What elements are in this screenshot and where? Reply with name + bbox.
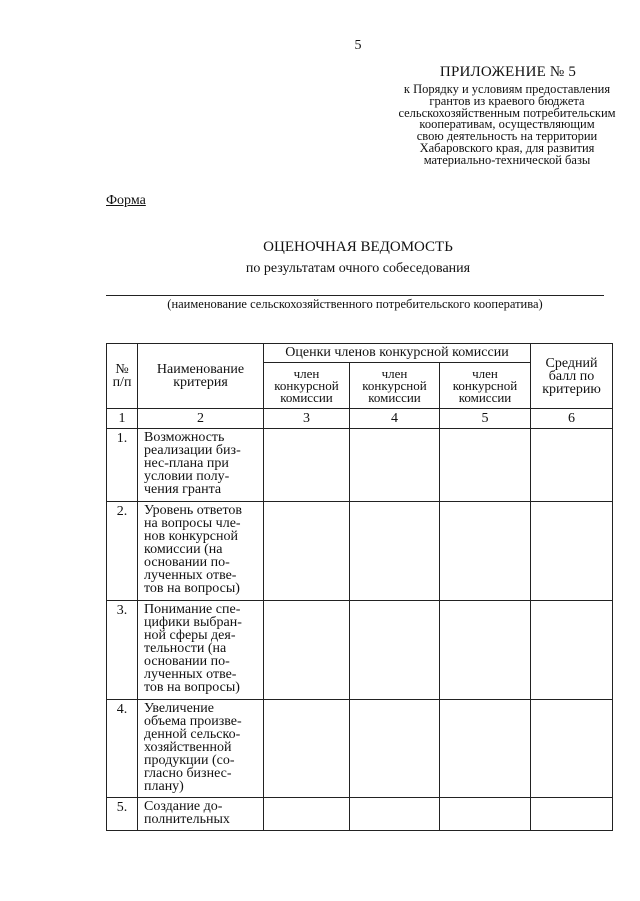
column-number: 2 <box>138 409 264 429</box>
score-cell-member-1[interactable] <box>264 798 350 831</box>
average-score-cell[interactable] <box>531 429 613 502</box>
header-criterion: Наименование критерия <box>138 344 264 409</box>
page-number: 5 <box>354 38 362 53</box>
criterion-cell: Уровень ответов на вопросы чле- нов конкурсной комиссии (на основании по- лученных отве- тов на вопросы) <box>138 502 264 601</box>
score-cell-member-3[interactable] <box>440 798 531 831</box>
row-number: 2. <box>107 502 138 601</box>
average-score-cell[interactable] <box>531 502 613 601</box>
score-cell-member-1[interactable] <box>264 429 350 502</box>
header-member-2: член конкурсной комиссии <box>350 363 440 409</box>
header-commission-scores: Оценки членов конкурсной комиссии <box>264 344 531 363</box>
table-row <box>107 798 613 831</box>
cooperative-name-caption: (наименование сельскохозяйственного потребительского кооператива) <box>167 297 543 311</box>
row-number: 3. <box>107 601 138 700</box>
score-cell-member-2[interactable] <box>350 700 440 798</box>
row-number: 4. <box>107 700 138 798</box>
header-average: Средний балл по критерию <box>531 344 613 409</box>
score-cell-member-3[interactable] <box>440 601 531 700</box>
score-cell-member-1[interactable] <box>264 601 350 700</box>
column-number: 1 <box>107 409 138 429</box>
form-label: Форма <box>106 193 146 208</box>
column-number: 6 <box>531 409 613 429</box>
column-number: 4 <box>350 409 440 429</box>
criterion-cell: Возможность реализации биз- нес-плана при условии полу- чения гранта <box>138 429 264 502</box>
average-score-cell[interactable] <box>531 798 613 831</box>
document-title: ОЦЕНОЧНАЯ ВЕДОМОСТЬ <box>263 239 453 255</box>
average-score-cell[interactable] <box>531 700 613 798</box>
table-row <box>107 429 613 502</box>
table-header-row <box>107 344 613 363</box>
score-cell-member-3[interactable] <box>440 429 531 502</box>
average-score-cell[interactable] <box>531 601 613 700</box>
table-row <box>107 700 613 798</box>
header-num: № п/п <box>107 344 138 409</box>
score-cell-member-2[interactable] <box>350 798 440 831</box>
column-number-row <box>107 409 613 429</box>
column-number: 3 <box>264 409 350 429</box>
score-cell-member-3[interactable] <box>440 502 531 601</box>
appendix-title: ПРИЛОЖЕНИЕ № 5 <box>439 64 577 80</box>
score-cell-member-2[interactable] <box>350 502 440 601</box>
header-member-3: член конкурсной комиссии <box>440 363 531 409</box>
criterion-cell: Понимание спе- цифики выбран- ной сферы дея- тельности (на основании по- лученных отве- тов на вопросы) <box>138 601 264 700</box>
criterion-cell: Создание до- полнительных <box>138 798 264 831</box>
score-cell-member-3[interactable] <box>440 700 531 798</box>
row-number: 1. <box>107 429 138 502</box>
score-cell-member-2[interactable] <box>350 601 440 700</box>
row-number: 5. <box>107 798 138 831</box>
appendix-note: к Порядку и условиям предоставления грантов из краевого бюджета сельскохозяйственным потребительским кооперативам, осуществляющим свою деятельность на территории Хабаровского края, для развития материально-технической базы <box>398 82 616 167</box>
score-cell-member-2[interactable] <box>350 429 440 502</box>
table-row <box>107 502 613 601</box>
header-member-1: член конкурсной комиссии <box>264 363 350 409</box>
criterion-cell: Увеличение объема произве- денной сельско- хозяйственной продукции (со- гласно бизнес- плану) <box>138 700 264 798</box>
column-number: 5 <box>440 409 531 429</box>
table-row <box>107 601 613 700</box>
score-cell-member-1[interactable] <box>264 502 350 601</box>
document-subtitle: по результатам очного собеседования <box>245 261 471 276</box>
evaluation-table <box>106 343 613 831</box>
cooperative-name-line <box>106 295 604 296</box>
score-cell-member-1[interactable] <box>264 700 350 798</box>
